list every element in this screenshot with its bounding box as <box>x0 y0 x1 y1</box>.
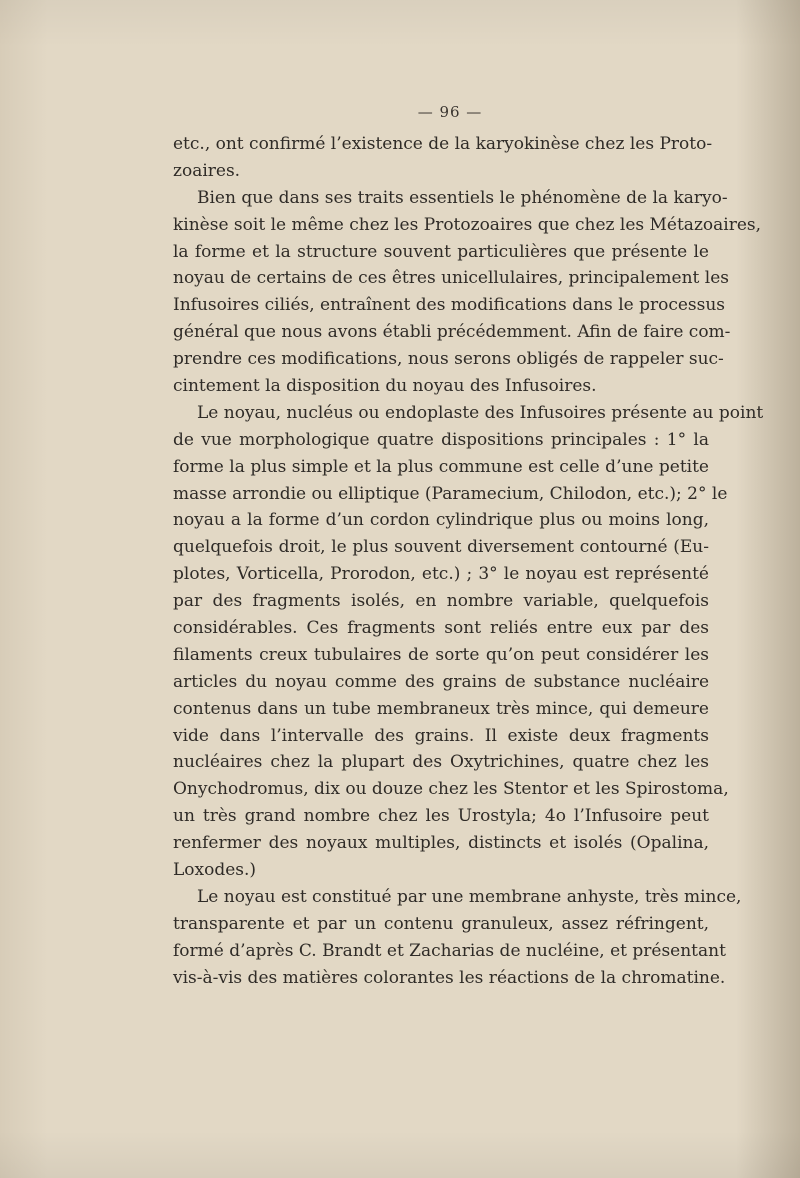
text-line: zoaires. <box>173 160 241 181</box>
text-line: kinèse soit le même chez les Protozoaires que chez les Métazoaires, <box>173 214 762 235</box>
text-line: de vue morphologique quatre dispositions principales : 1° la <box>173 429 709 450</box>
text-line: Loxodes.) <box>173 860 257 881</box>
text-line: Bien que dans ses traits essentiels le phénomène de la karyo- <box>197 187 728 208</box>
text-line: noyau de certains de ces êtres unicellulaires, principalement les <box>173 268 729 289</box>
text-line: renfermer des noyaux multiples, distincts et isolés (Opalina, <box>173 833 709 854</box>
text-line: Le noyau, nucléus ou endoplaste des Infusoires présente au point <box>197 402 764 423</box>
text-line: un très grand nombre chez les Urostyla; 4o l’Infusoire peut <box>173 806 709 827</box>
text-line: prendre ces modifications, nous serons obligés de rappeler suc- <box>173 349 724 370</box>
text-line: Le noyau est constitué par une membrane anhyste, très mince, <box>197 886 742 907</box>
text-line: transparente et par un contenu granuleux, assez réfringent, <box>173 913 709 934</box>
text-line: général que nous avons établi précédemment. Afin de faire com- <box>173 322 731 343</box>
text-line: filaments creux tubulaires de sorte qu’on peut considérer les <box>173 644 709 665</box>
text-line: plotes, Vorticella, Prorodon, etc.) ; 3° le noyau est représenté <box>173 564 709 585</box>
text-line: formé d’après C. Brandt et Zacharias de nucléine, et présentant <box>173 940 726 961</box>
text-line: quelquefois droit, le plus souvent diversement contourné (Eu- <box>173 537 709 558</box>
text-line: articles du noyau comme des grains de substance nucléaire <box>173 671 709 692</box>
text-line: nucléaires chez la plupart des Oxytrichines, quatre chez les <box>173 752 709 773</box>
text-line: la forme et la structure souvent particulières que présente le <box>173 241 709 262</box>
text-line: forme la plus simple et la plus commune est celle d’une petite <box>173 456 709 477</box>
text-line: Onychodromus, dix ou douze chez les Stentor et les Spirostoma, <box>173 779 729 800</box>
text-line: masse arrondie ou elliptique (Paramecium, Chilodon, etc.); 2° le <box>173 483 728 504</box>
text-line: vis-à-vis des matières colorantes les réactions de la chromatine. <box>173 967 726 988</box>
text-line: etc., ont confirmé l’existence de la karyokinèse chez les Proto- <box>173 134 713 154</box>
text-line: contenus dans un tube membraneux très mince, qui demeure <box>173 698 709 719</box>
text-line: considérables. Ces fragments sont reliés entre eux par des <box>173 618 709 639</box>
page-number: — 96 — <box>417 103 483 121</box>
text-line: Infusoires ciliés, entraînent des modifications dans le processus <box>173 295 726 316</box>
text-line: noyau a la forme d’un cordon cylindrique plus ou moins long, <box>173 510 709 531</box>
body-text <box>173 131 764 992</box>
text-line: par des fragments isolés, en nombre variable, quelquefois <box>173 591 709 612</box>
text-line: vide dans l’intervalle des grains. Il existe deux fragments <box>173 725 709 746</box>
text-line: cintement la disposition du noyau des Infusoires. <box>173 376 597 397</box>
